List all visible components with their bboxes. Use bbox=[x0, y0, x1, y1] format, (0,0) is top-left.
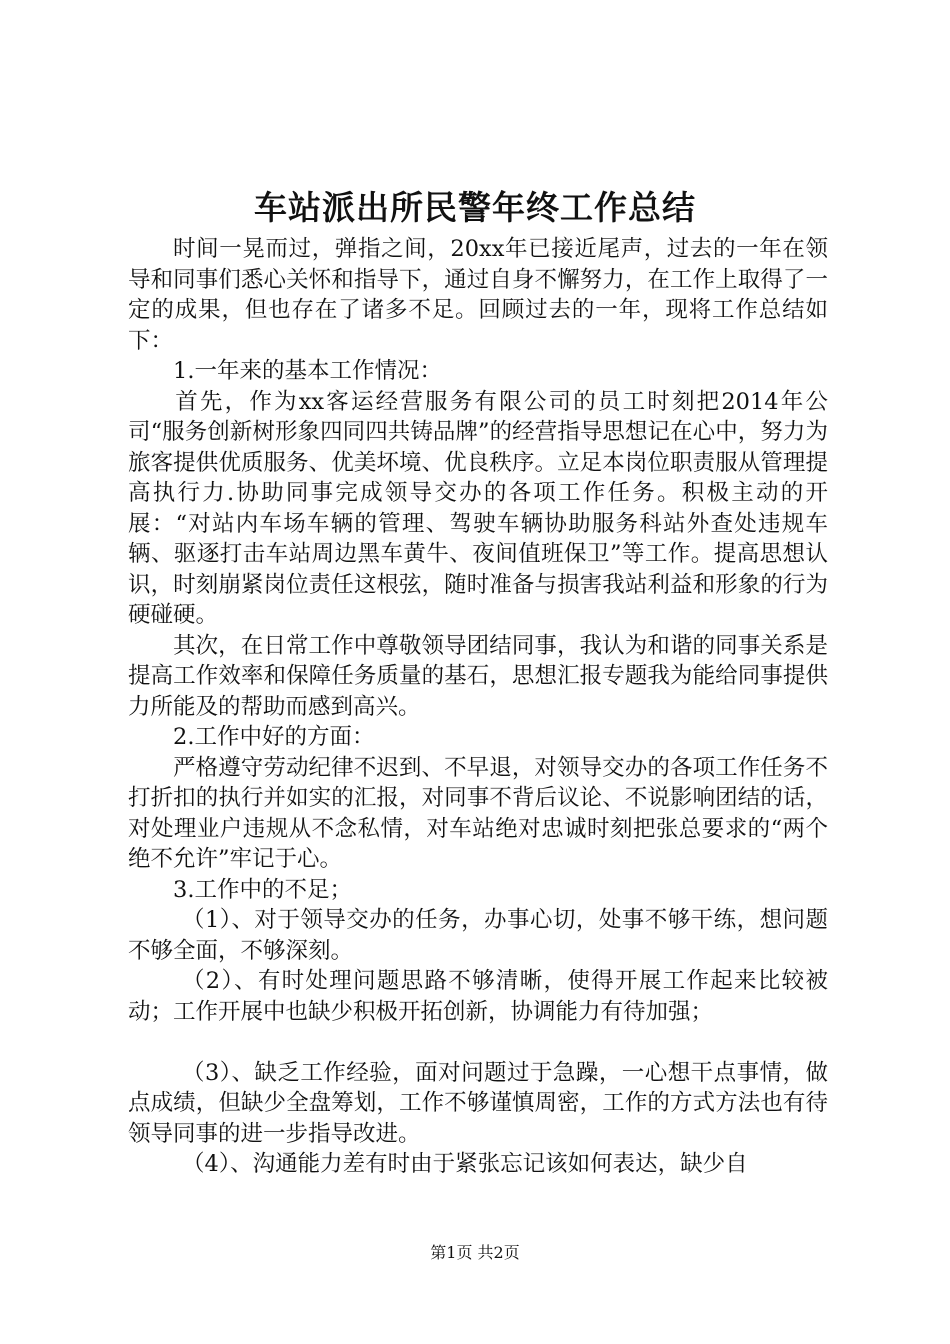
paragraph-good-aspects: 严格遵守劳动纪律不迟到、不早退，对领导交办的各项工作任务不打折扣的执行并如实的汇报，对同事不背后议论、不说影响团结的话，对处理业户违规从不念私情，对车站绝对忠诚时刻把张总要求的“两个绝不允许”牢记于心。 bbox=[128, 754, 828, 872]
section-heading-2: 2.工作中好的方面： bbox=[173, 724, 375, 750]
shortcoming-item-1: （1）、对于领导交办的任务，办事心切，处事不够干练，想问题不够全面，不够深刻。 bbox=[128, 907, 828, 964]
shortcoming-item-4: （4）、沟通能力差有时由于紧张忘记该如何表达，缺少自 bbox=[182, 1151, 748, 1177]
paragraph-first: 首先，作为xx客运经营服务有限公司的员工时刻把2014年公司“服务创新树形象四同四共铸品牌”的经营指导思想记在心中，努力为旅客提供优质服务、优美坏境、优良秩序。立足本岗位职责服从管理提高执行力.协助同事完成领导交办的各项工作任务。积极主动的开展：“对站内车场车辆的管理、驾驶车辆协助服务科站外查处违规车辆、驱逐打击车站周边黑车黄牛、夜间值班保卫”等工作。提高思想认识，时刻崩紧岗位责任这根弦，随时准备与损害我站利益和形象的行为硬碰硬。 bbox=[128, 388, 828, 628]
section-heading-1: 1.一年来的基本工作情况： bbox=[173, 358, 442, 384]
shortcoming-item-3: （3）、缺乏工作经验，面对问题过于急躁，一心想干点事情，做点成绩，但缺少全盘筹划，工作不够谨慎周密，工作的方式方法也有待领导同事的进一步指导改进。 bbox=[128, 1059, 828, 1147]
intro-paragraph: 时间一晃而过，弹指之间，20xx年已接近尾声，过去的一年在领导和同事们悉心关怀和指导下，通过自身不懈努力，在工作上取得了一定的成果，但也存在了诸多不足。回顾过去的一年，现将工作总结如下： bbox=[128, 236, 828, 354]
document-title: 车站派出所民警年终工作总结 bbox=[254, 188, 696, 227]
blank-line bbox=[128, 1027, 828, 1058]
page-footer: 第1页 共2页 bbox=[430, 1243, 520, 1262]
shortcoming-item-2: （2）、有时处理问题思路不够清晰，使得开展工作起来比较被动；工作开展中也缺少积极开拓创新，协调能力有待加强； bbox=[128, 968, 828, 1025]
paragraph-second: 其次，在日常工作中尊敬领导团结同事，我认为和谐的同事关系是提高工作效率和保障任务质量的基石，思想汇报专题我为能给同事提供力所能及的帮助而感到高兴。 bbox=[128, 632, 828, 720]
section-heading-3: 3.工作中的不足； bbox=[173, 876, 352, 903]
document-body bbox=[128, 234, 828, 1180]
